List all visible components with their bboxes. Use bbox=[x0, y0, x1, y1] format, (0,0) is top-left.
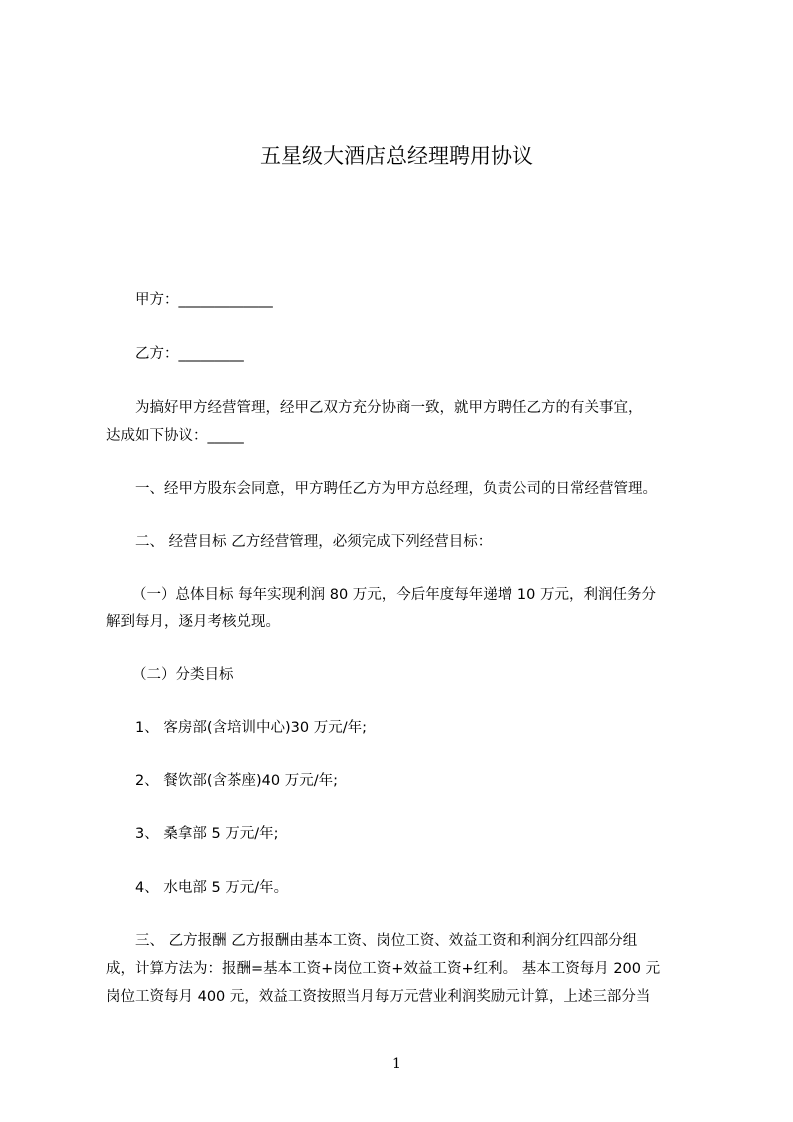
target-item-1: 1、 客房部(含培训中心)30 万元/年; bbox=[135, 720, 367, 736]
target-item-2: 2、 餐饮部(含茶座)40 万元/年; bbox=[135, 773, 338, 789]
party-a-line: 甲方：_____________ bbox=[135, 292, 273, 308]
subclause-1-line-2: 解到每月，逐月考核兑现。 bbox=[106, 614, 280, 630]
party-b-line: 乙方：_________ bbox=[135, 346, 244, 362]
clause-2-heading: 二、 经营目标 乙方经营管理，必须完成下列经营目标： bbox=[135, 534, 493, 550]
target-item-3: 3、 桑拿部 5 万元/年; bbox=[135, 826, 279, 842]
subclause-1-line-1: （一）总体目标 每年实现利润 80 万元，今后年度每年递增 10 万元，利润任务分 bbox=[132, 587, 656, 603]
target-item-4: 4、 水电部 5 万元/年。 bbox=[135, 880, 289, 896]
clause-1: 一、经甲方股东会同意，甲方聘任乙方为甲方总经理，负责公司的日常经营管理。 bbox=[135, 481, 657, 497]
intro-paragraph-line-2: 达成如下协议：_____ bbox=[106, 428, 244, 444]
document-title: 五星级大酒店总经理聘用协议 bbox=[260, 144, 533, 168]
clause-3-line-2: 成，计算方法为：报酬=基本工资+岗位工资+效益工资+红利。 基本工资每月 200 元 bbox=[106, 961, 661, 977]
subclause-2-heading: （二）分类目标 bbox=[132, 667, 234, 683]
clause-3-line-3: 岗位工资每月 400 元，效益工资按照当月每万元营业利润奖励元计算，上述三部分当 bbox=[106, 989, 651, 1005]
page-number: 1 bbox=[392, 1056, 401, 1072]
clause-3-line-1: 三、 乙方报酬 乙方报酬由基本工资、岗位工资、效益工资和利润分红四部分组 bbox=[135, 933, 638, 949]
intro-paragraph-line-1: 为搞好甲方经营管理，经甲乙双方充分协商一致，就甲方聘任乙方的有关事宜， bbox=[135, 400, 643, 416]
